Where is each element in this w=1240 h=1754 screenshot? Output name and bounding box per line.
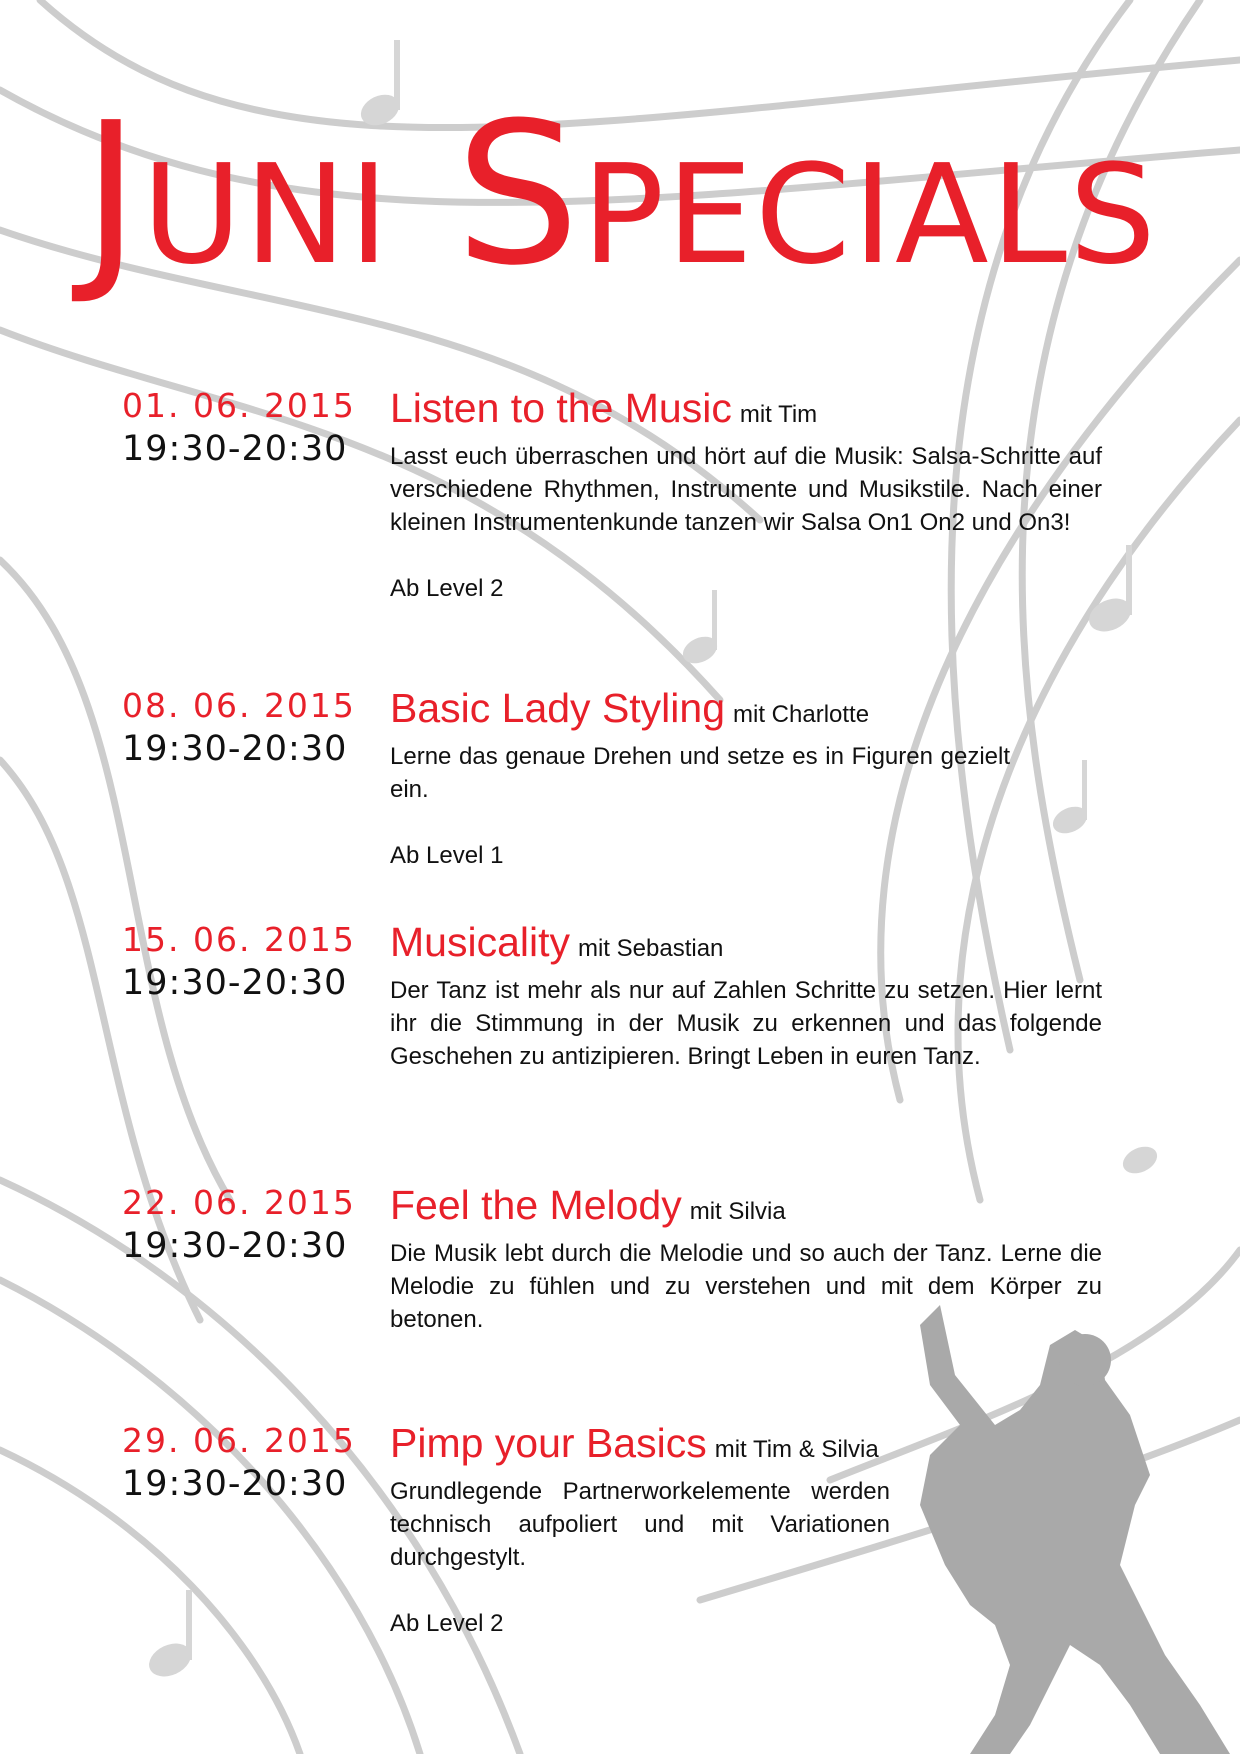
event-title: Pimp your Basics xyxy=(390,1420,707,1466)
event-title: Listen to the Music xyxy=(390,385,732,431)
event-date: 08. 06. 2015 xyxy=(122,686,356,725)
event-date: 15. 06. 2015 xyxy=(122,920,356,959)
event-title: Musicality xyxy=(390,919,570,965)
event-description: Der Tanz ist mehr als nur auf Zahlen Schritte zu setzen. Hier lernt ihr die Stimmung in der Musik zu erkennen und das folgende Geschehen zu antizipieren. Bringt Leben in euren Tanz. xyxy=(390,977,1102,1070)
event-content xyxy=(390,920,1102,1073)
event-content xyxy=(390,1421,1102,1640)
event-instructor: mit Tim & Silvia xyxy=(714,1436,879,1463)
event-date: 29. 06. 2015 xyxy=(122,1421,356,1460)
event-content xyxy=(390,686,1102,872)
event-content xyxy=(390,1183,1102,1336)
event-instructor: mit Tim xyxy=(739,401,818,428)
event-level: Ab Level 2 xyxy=(390,1610,504,1637)
event-level: Ab Level 2 xyxy=(390,575,504,602)
event-instructor: mit Silvia xyxy=(689,1198,786,1225)
event-date: 01. 06. 2015 xyxy=(122,386,356,425)
event-description: Lerne das genaue Drehen und setze es in Figuren gezielt ein. xyxy=(390,743,1010,803)
event-time: 19:30-20:30 xyxy=(122,429,348,469)
event-time: 19:30-20:30 xyxy=(122,963,348,1003)
event-title: Feel the Melody xyxy=(390,1182,682,1228)
event-title: Basic Lady Styling xyxy=(390,685,726,731)
event-date: 22. 06. 2015 xyxy=(122,1183,356,1222)
event-instructor: mit Charlotte xyxy=(733,701,870,728)
page-title: Juni Specials xyxy=(82,81,1158,309)
event-time: 19:30-20:30 xyxy=(122,729,348,769)
event-time: 19:30-20:30 xyxy=(122,1464,348,1504)
event-description: Die Musik lebt durch die Melodie und so auch der Tanz. Lerne die Melodie zu fühlen und zu verstehen und mit dem Körper zu betonen. xyxy=(390,1240,1102,1333)
event-description: Grundlegende Partnerworkelemente werden technisch aufpoliert und mit Variationen durchgestylt. xyxy=(390,1478,890,1571)
event-content xyxy=(390,386,1102,605)
event-level: Ab Level 1 xyxy=(390,842,504,869)
event-description: Lasst euch überraschen und hört auf die Musik: Salsa-Schritte auf verschiedene Rhythmen, Instrumente und Musikstile. Nach einer kleinen Instrumentenkunde tanzen wir Salsa On1 On2 und On3! xyxy=(390,443,1102,536)
event-instructor: mit Sebastian xyxy=(577,935,724,962)
event-time: 19:30-20:30 xyxy=(122,1226,348,1266)
